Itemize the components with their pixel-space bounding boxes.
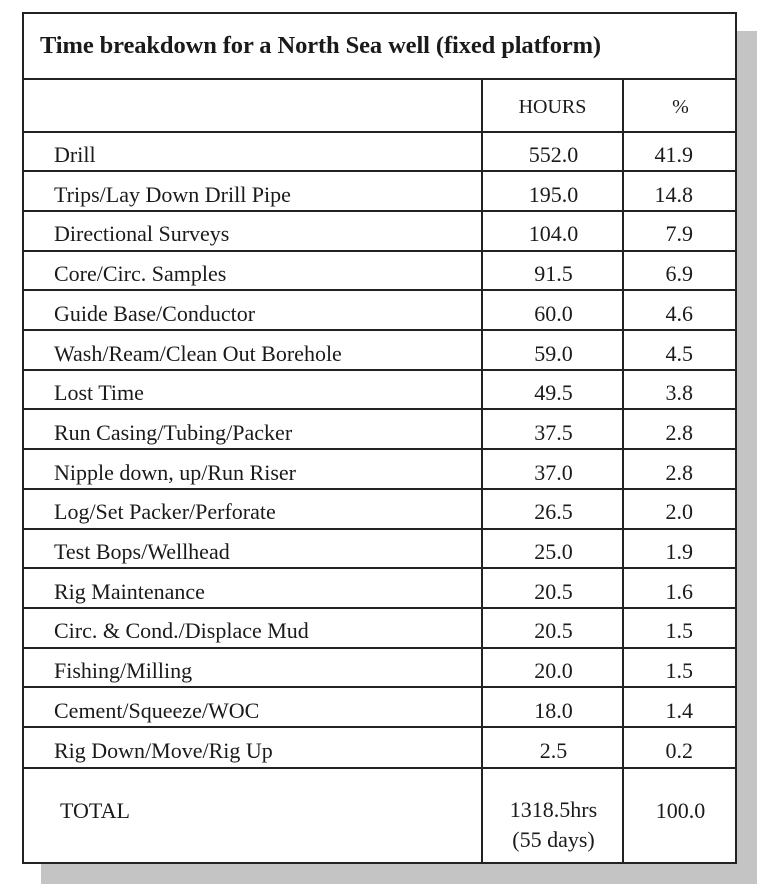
table-row-percent: 1.9 bbox=[665, 539, 693, 564]
table-row-percent: 2.8 bbox=[665, 459, 693, 485]
table-row-activity: Drill bbox=[54, 142, 96, 167]
table-row-percent: 1.6 bbox=[665, 578, 693, 604]
row-divider bbox=[24, 686, 735, 688]
table-row-hours: 20.5 bbox=[534, 618, 573, 644]
table-row-hours: 59.0 bbox=[534, 340, 573, 366]
row-divider bbox=[24, 567, 735, 569]
table-row-activity: Directional Surveys bbox=[54, 221, 230, 247]
time-breakdown-table bbox=[22, 12, 737, 864]
table-row-percent: 1.5 bbox=[665, 618, 693, 644]
table-row-activity: Test Bops/Wellhead bbox=[54, 539, 230, 564]
table-row-percent: 4.5 bbox=[665, 340, 693, 366]
header-divider bbox=[24, 131, 735, 133]
total-hours bbox=[483, 795, 624, 855]
table-row-percent: 1.4 bbox=[665, 697, 693, 723]
table-row-hours: 37.5 bbox=[534, 419, 573, 445]
table-row-hours: 104.0 bbox=[528, 221, 579, 247]
table-row-activity: Run Casing/Tubing/Packer bbox=[54, 419, 293, 445]
table-row-hours: 37.0 bbox=[534, 459, 573, 485]
table-row-activity: Rig Maintenance bbox=[54, 578, 205, 604]
total-divider bbox=[24, 767, 735, 769]
row-divider bbox=[24, 528, 735, 530]
row-divider bbox=[24, 289, 735, 291]
row-divider bbox=[24, 329, 735, 331]
table-row-activity: Cement/Squeeze/WOC bbox=[54, 697, 260, 723]
table-row-activity: Guide Base/Conductor bbox=[54, 300, 256, 326]
table-row-percent: 1.5 bbox=[665, 658, 693, 684]
table-row-hours: 26.5 bbox=[534, 499, 573, 525]
table-row-activity: Rig Down/Move/Rig Up bbox=[54, 737, 273, 763]
table-title: Time breakdown for a North Sea well (fixed platform) bbox=[24, 14, 735, 80]
table-row-activity: Nipple down, up/Run Riser bbox=[54, 459, 296, 485]
total-days-value: (55 days) bbox=[512, 827, 595, 852]
row-divider bbox=[24, 170, 735, 172]
row-divider bbox=[24, 607, 735, 609]
table-row-percent: 6.9 bbox=[665, 261, 693, 287]
total-percent: 100.0 bbox=[655, 798, 706, 823]
table-row-activity: Log/Set Packer/Perforate bbox=[54, 499, 276, 525]
total-hours-value: 1318.5hrs bbox=[509, 797, 598, 822]
table-row-activity: Wash/Ream/Clean Out Borehole bbox=[54, 340, 342, 366]
table-row-hours: 20.0 bbox=[534, 658, 573, 684]
row-divider bbox=[24, 210, 735, 212]
table-row-percent: 2.0 bbox=[665, 499, 693, 525]
table-row-hours: 49.5 bbox=[534, 380, 573, 406]
table-row-percent: 3.8 bbox=[665, 380, 693, 406]
table-row-percent: 4.6 bbox=[665, 300, 693, 326]
total-label: TOTAL bbox=[60, 798, 130, 823]
row-divider bbox=[24, 647, 735, 649]
row-divider bbox=[24, 488, 735, 490]
table-row-percent: 14.8 bbox=[654, 181, 693, 207]
row-divider bbox=[24, 250, 735, 252]
row-divider bbox=[24, 369, 735, 371]
table-row-hours: 25.0 bbox=[534, 539, 573, 564]
row-divider bbox=[24, 408, 735, 410]
table-row-activity: Fishing/Milling bbox=[54, 658, 193, 684]
table-row-hours: 20.5 bbox=[534, 578, 573, 604]
table-row-hours: 552.0 bbox=[528, 142, 579, 167]
table-row-activity: Circ. & Cond./Displace Mud bbox=[54, 618, 309, 644]
row-divider bbox=[24, 726, 735, 728]
table-row-percent: 41.9 bbox=[654, 142, 693, 167]
table-row-activity: Core/Circ. Samples bbox=[54, 261, 227, 287]
table-row-hours: 60.0 bbox=[534, 300, 573, 326]
table-row-activity: Trips/Lay Down Drill Pipe bbox=[54, 181, 291, 207]
table-row-percent: 0.2 bbox=[665, 737, 693, 763]
table-row-activity: Lost Time bbox=[54, 380, 144, 406]
table-row-hours: 91.5 bbox=[534, 261, 573, 287]
table-row-hours: 18.0 bbox=[534, 697, 573, 723]
header-hours: HOURS bbox=[518, 96, 587, 118]
table-row-percent: 7.9 bbox=[665, 221, 693, 247]
header-percent: % bbox=[672, 96, 689, 118]
table-row-percent: 2.8 bbox=[665, 419, 693, 445]
row-divider bbox=[24, 448, 735, 450]
table-row-hours: 2.5 bbox=[539, 737, 568, 763]
table-row-hours: 195.0 bbox=[528, 181, 579, 207]
